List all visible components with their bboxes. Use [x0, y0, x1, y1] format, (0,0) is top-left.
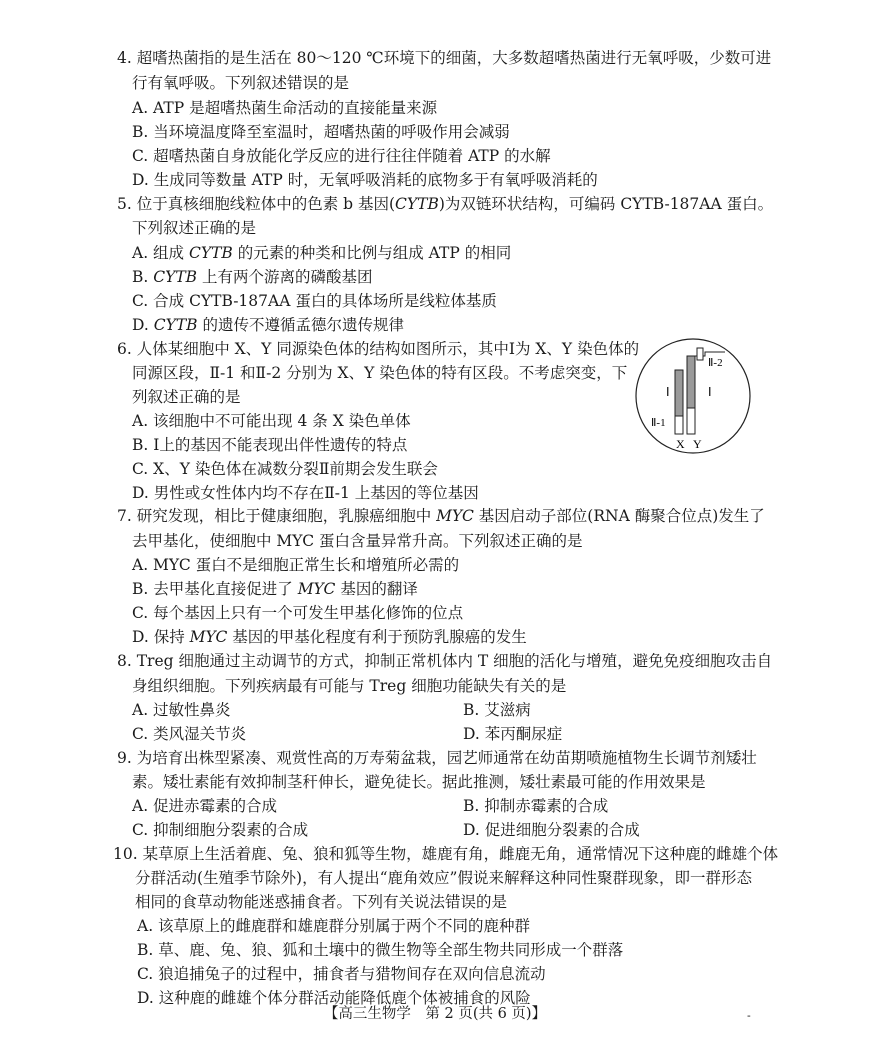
q5-stem-line-1: 5. 位于真核细胞线粒体中的色素 b 基因(CYTB)为双链环状结构，可编码 CYTB-187AA 蛋白。: [117, 195, 774, 213]
q8-option-c: C. 类风湿关节炎: [132, 725, 247, 743]
q6-stem-line-2: 同源区段，Ⅱ-1 和Ⅱ-2 分别为 X、Y 染色体的特有区段。不考虑突变，下: [132, 364, 628, 382]
x-specific-region: [675, 416, 683, 434]
q7-option-b: B. 去甲基化直接促进了 MYC 基因的翻译: [132, 580, 418, 598]
q10-stem-line-2: 分群活动(生殖季节除外)，有人提出“鹿角效应”假说来解释这种同性聚群现象，即一群形态: [135, 869, 752, 887]
label-i-right: Ⅰ: [708, 385, 712, 399]
q8-stem-line-2: 身组织细胞。下列疾病最有可能与 Treg 细胞功能缺失有关的是: [132, 677, 567, 695]
ii2-segment: [697, 348, 703, 360]
q10-option-c: C. 狼追捕兔子的过程中，捕食者与猎物间存在双向信息流动: [137, 965, 546, 983]
label-y: Y: [693, 437, 702, 451]
q10-option-d: D. 这种鹿的雌雄个体分群活动能降低鹿个体被捕食的风险: [137, 989, 531, 1007]
label-ii-2: Ⅱ-2: [708, 357, 723, 369]
q7-option-c: C. 每个基因上只有一个可发生甲基化修饰的位点: [132, 604, 464, 622]
q5-stem-line-2: 下列叙述正确的是: [132, 219, 257, 237]
label-i-left: Ⅰ: [666, 385, 670, 399]
q8-option-a: A. 过敏性鼻炎: [132, 701, 231, 719]
q5-option-b: B. CYTB 上有两个游离的磷酸基团: [132, 268, 373, 286]
q9-option-b: B. 抑制赤霉素的合成: [463, 797, 609, 815]
q8-stem-line-1: 8. Treg 细胞通过主动调节的方式，抑制正常机体内 T 细胞的活化与增殖，避免免疫细胞攻击自: [117, 652, 773, 670]
q4-option-d: D. 生成同等数量 ATP 时，无氧呼吸消耗的底物多于有氧呼吸消耗的: [132, 171, 598, 189]
q4-option-b: B. 当环境温度降至室温时，超嗜热菌的呼吸作用会减弱: [132, 123, 510, 141]
q10-stem-line-1: 10. 某草原上生活着鹿、兔、狼和狐等生物，雄鹿有角，雌鹿无角，通常情况下这种鹿的雌雄个体: [113, 845, 779, 863]
q8-option-d: D. 苯丙酮尿症: [463, 725, 563, 743]
q10-option-b: B. 草、鹿、兔、狼、狐和土壤中的微生物等全部生物共同形成一个群落: [137, 941, 624, 959]
q4-stem-line-2: 行有氧呼吸。下列叙述错误的是: [132, 74, 350, 92]
q10-option-a: A. 该草原上的雌鹿群和雄鹿群分别属于两个不同的鹿种群: [137, 917, 531, 935]
q5-option-c: C. 合成 CYTB-187AA 蛋白的具体场所是线粒体基质: [132, 292, 497, 310]
y-homologous-region: [687, 356, 695, 408]
xy-chromosome-diagram: [633, 338, 753, 456]
q6-option-c: C. X、Y 染色体在减数分裂Ⅱ前期会发生联会: [132, 460, 438, 478]
q6-option-a: A. 该细胞中不可能出现 4 条 X 染色单体: [132, 412, 411, 430]
y-lower-region: [687, 408, 695, 434]
q9-option-c: C. 抑制细胞分裂素的合成: [132, 821, 309, 839]
q9-stem-line-2: 素。矮壮素能有效抑制茎秆伸长，避免徒长。据此推测，矮壮素最可能的作用效果是: [132, 773, 706, 791]
q4-stem-line-1: 4. 超嗜热菌指的是生活在 80～120 ℃环境下的细菌，大多数超嗜热菌进行无氧呼吸，少数可进: [117, 49, 772, 67]
q7-stem-line-2: 去甲基化，使细胞中 MYC 蛋白含量异常升高。下列叙述正确的是: [132, 532, 583, 550]
q7-option-a: A. MYC 蛋白不是细胞正常生长和增殖所必需的: [132, 556, 460, 574]
q5-option-a: A. 组成 CYTB 的元素的种类和比例与组成 ATP 的相同: [132, 244, 512, 262]
q8-option-b: B. 艾滋病: [463, 701, 531, 719]
label-x: X: [676, 437, 685, 451]
footer-mark: -: [747, 1009, 751, 1022]
q9-stem-line-1: 9. 为培育出株型紧凑、观赏性高的万寿菊盆栽，园艺师通常在幼苗期喷施植物生长调节剂矮壮: [117, 749, 757, 767]
q4-option-a: A. ATP 是超嗜热菌生命活动的直接能量来源: [132, 99, 438, 117]
q9-option-d: D. 促进细胞分裂素的合成: [463, 821, 640, 839]
q4-option-c: C. 超嗜热菌自身放能化学反应的进行往往伴随着 ATP 的水解: [132, 147, 551, 165]
q5-option-d: D. CYTB 的遗传不遵循孟德尔遗传规律: [132, 316, 404, 334]
q6-option-d: D. 男性或女性体内均不存在Ⅱ-1 上基因的等位基因: [132, 484, 479, 502]
q6-stem-line-3: 列叙述正确的是: [132, 388, 241, 406]
q9-option-a: A. 促进赤霉素的合成: [132, 797, 278, 815]
q6-stem-line-1: 6. 人体某细胞中 X、Y 同源染色体的结构如图所示，其中Ⅰ为 X、Y 染色体的: [117, 340, 640, 358]
q6-option-b: B. Ⅰ上的基因不能表现出伴性遗传的特点: [132, 436, 408, 454]
q7-option-d: D. 保持 MYC 基因的甲基化程度有利于预防乳腺癌的发生: [132, 628, 527, 646]
q7-stem-line-1: 7. 研究发现，相比于健康细胞，乳腺癌细胞中 MYC 基因启动子部位(RNA 酶聚合位点)发生了: [117, 507, 765, 525]
label-ii-1: Ⅱ-1: [651, 417, 666, 429]
page-footer: 【高三生物学 第 2 页(共 6 页)】: [323, 1006, 547, 1022]
q10-stem-line-3: 相同的食草动物能迷惑捕食者。下列有关说法错误的是: [135, 893, 508, 911]
x-segment-shaded: [675, 370, 683, 416]
